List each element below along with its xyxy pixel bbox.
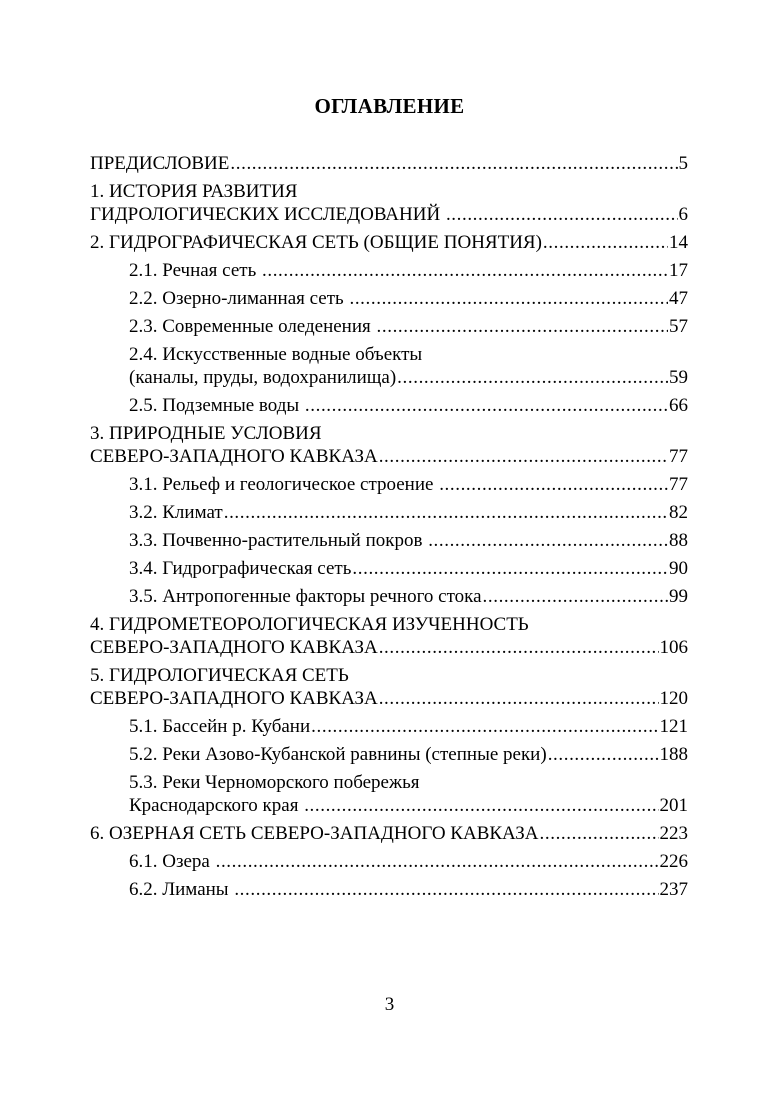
toc-entry-title: Краснодарского края	[129, 795, 304, 816]
toc-entry-page: 90	[669, 558, 688, 579]
dot-leader	[446, 203, 678, 226]
toc-entry-line	[90, 152, 688, 175]
toc-entry-page: 82	[669, 502, 688, 523]
toc-entry-page: 88	[669, 530, 688, 551]
toc-entry-page: 77	[669, 474, 688, 495]
toc-entry-title: СЕВЕРО-ЗАПАДНОГО КАВКАЗА	[90, 446, 378, 467]
toc-entry-title: 3.4. Гидрографическая сеть	[129, 558, 352, 579]
toc-entry-page: 17	[669, 260, 688, 281]
toc-entry-line	[129, 878, 688, 901]
toc-entry-page: 120	[659, 688, 688, 709]
toc-entry	[90, 152, 688, 175]
toc-entry-title: (каналы, пруды, водохранилища)	[129, 367, 397, 388]
toc-entry-title: 2. ГИДРОГРАФИЧЕСКАЯ СЕТЬ (ОБЩИЕ ПОНЯТИЯ)	[90, 232, 542, 253]
toc-entry-page: 66	[669, 395, 688, 416]
toc-entry-title: 6.2. Лиманы	[129, 879, 234, 900]
dot-leader	[377, 315, 668, 338]
toc-entry-page: 59	[669, 367, 688, 388]
toc-entry	[90, 557, 688, 580]
toc-entry-title: 3.1. Рельеф и геологическое строение	[129, 474, 439, 495]
toc-entry-heading-line: 1. ИСТОРИЯ РАЗВИТИЯ	[90, 181, 298, 202]
toc-entry-page: 77	[669, 446, 688, 467]
toc-entry-title: 2.1. Речная сеть	[129, 260, 261, 281]
toc-entry	[90, 180, 688, 226]
toc-entry-title: ПРЕДИСЛОВИЕ	[90, 153, 230, 174]
dot-leader	[379, 445, 668, 468]
toc-entry-line	[129, 473, 688, 496]
dot-leader	[311, 715, 658, 738]
toc-entry	[90, 715, 688, 738]
toc-entry-title: 5.2. Реки Азово-Кубанской равнины (степные реки)	[129, 744, 547, 765]
toc-entry	[90, 473, 688, 496]
toc-entry-page: 106	[659, 637, 688, 658]
toc-entry-page: 237	[659, 879, 688, 900]
toc-entry-page: 223	[659, 823, 688, 844]
toc-entry-heading-line: 3. ПРИРОДНЫЕ УСЛОВИЯ	[90, 423, 322, 444]
toc-entry	[90, 231, 688, 254]
toc-entry-title: 3.3. Почвенно-растительный покров	[129, 530, 428, 551]
toc-entry-line	[90, 203, 688, 226]
toc-entry-title: 2.2. Озерно-лиманная сеть	[129, 288, 349, 309]
toc-entry	[90, 771, 688, 817]
toc-entry-title: 5.1. Бассейн р. Кубани	[129, 716, 311, 737]
dot-leader	[216, 850, 659, 873]
toc-entry	[90, 501, 688, 524]
toc-entry-page: 5	[678, 153, 688, 174]
toc-entry	[90, 743, 688, 766]
dot-leader	[304, 794, 658, 817]
dot-leader	[548, 743, 659, 766]
toc-entry-line	[129, 794, 688, 817]
toc-entry-line	[129, 585, 688, 608]
toc-entry-page: 121	[659, 716, 688, 737]
toc-entry-line	[90, 445, 688, 468]
toc-entry-title: ГИДРОЛОГИЧЕСКИХ ИССЛЕДОВАНИЙ	[90, 204, 445, 225]
dot-leader	[540, 822, 659, 845]
toc-entry-page: 201	[659, 795, 688, 816]
toc-entry-heading-line: 4. ГИДРОМЕТЕОРОЛОГИЧЕСКАЯ ИЗУЧЕННОСТЬ	[90, 614, 529, 635]
toc-entry-heading-line: 5. ГИДРОЛОГИЧЕСКАЯ СЕТЬ	[90, 665, 349, 686]
toc-entry-heading-line: 2.4. Искусственные водные объекты	[129, 344, 423, 365]
dot-leader	[439, 473, 668, 496]
toc-entry-line	[90, 687, 688, 710]
toc-entry-page: 188	[659, 744, 688, 765]
toc-entry	[90, 394, 688, 417]
toc-entry	[90, 613, 688, 659]
toc-entry	[90, 585, 688, 608]
dot-leader	[397, 366, 668, 389]
dot-leader	[305, 394, 668, 417]
dot-leader	[483, 585, 668, 608]
toc-entry-page: 99	[669, 586, 688, 607]
toc-entry	[90, 822, 688, 845]
toc-entry-line	[129, 287, 688, 310]
toc-entry-page: 6	[678, 204, 688, 225]
toc-entry	[90, 529, 688, 552]
dot-leader	[543, 231, 668, 254]
toc-entry-line	[129, 850, 688, 873]
toc-entry-page: 226	[659, 851, 688, 872]
toc-entry-title: 3.2. Климат	[129, 502, 223, 523]
table-of-contents	[90, 152, 688, 906]
dot-leader	[262, 259, 668, 282]
toc-entry	[90, 422, 688, 468]
toc-entry-page: 14	[669, 232, 688, 253]
toc-entry-heading-line: 5.3. Реки Черноморского побережья	[129, 772, 420, 793]
dot-leader	[352, 557, 668, 580]
toc-entry	[90, 878, 688, 901]
toc-entry-title: 2.3. Современные оледенения	[129, 316, 376, 337]
toc-entry-page: 57	[669, 316, 688, 337]
toc-entry-line	[129, 501, 688, 524]
toc-entry	[90, 315, 688, 338]
toc-entry-title: СЕВЕРО-ЗАПАДНОГО КАВКАЗА	[90, 637, 378, 658]
toc-entry	[90, 850, 688, 873]
toc-entry	[90, 664, 688, 710]
dot-leader	[379, 687, 659, 710]
toc-entry-line	[129, 715, 688, 738]
page-title: ОГЛАВЛЕНИЕ	[314, 94, 465, 118]
toc-entry-line	[129, 366, 688, 389]
toc-entry-title: 6.1. Озера	[129, 851, 215, 872]
toc-entry-title: 3.5. Антропогенные факторы речного стока	[129, 586, 482, 607]
dot-leader	[379, 636, 659, 659]
toc-entry-line	[90, 636, 688, 659]
dot-leader	[234, 878, 658, 901]
toc-entry-title: 6. ОЗЕРНАЯ СЕТЬ СЕВЕРО-ЗАПАДНОГО КАВКАЗА	[90, 823, 539, 844]
toc-entry-line	[129, 259, 688, 282]
dot-leader	[428, 529, 668, 552]
dot-leader	[349, 287, 668, 310]
toc-entry	[90, 259, 688, 282]
toc-entry-line	[129, 394, 688, 417]
toc-entry	[90, 343, 688, 389]
toc-entry-title: СЕВЕРО-ЗАПАДНОГО КАВКАЗА	[90, 688, 378, 709]
toc-entry-line	[129, 743, 688, 766]
toc-entry-line	[129, 557, 688, 580]
toc-entry-line	[129, 529, 688, 552]
toc-entry-line	[90, 231, 688, 254]
toc-entry-line	[129, 315, 688, 338]
page-number: 3	[384, 994, 395, 1015]
dot-leader	[230, 152, 677, 175]
toc-entry-line	[90, 822, 688, 845]
toc-entry-title: 2.5. Подземные воды	[129, 395, 304, 416]
toc-entry	[90, 287, 688, 310]
toc-entry-page: 47	[669, 288, 688, 309]
dot-leader	[224, 501, 668, 524]
